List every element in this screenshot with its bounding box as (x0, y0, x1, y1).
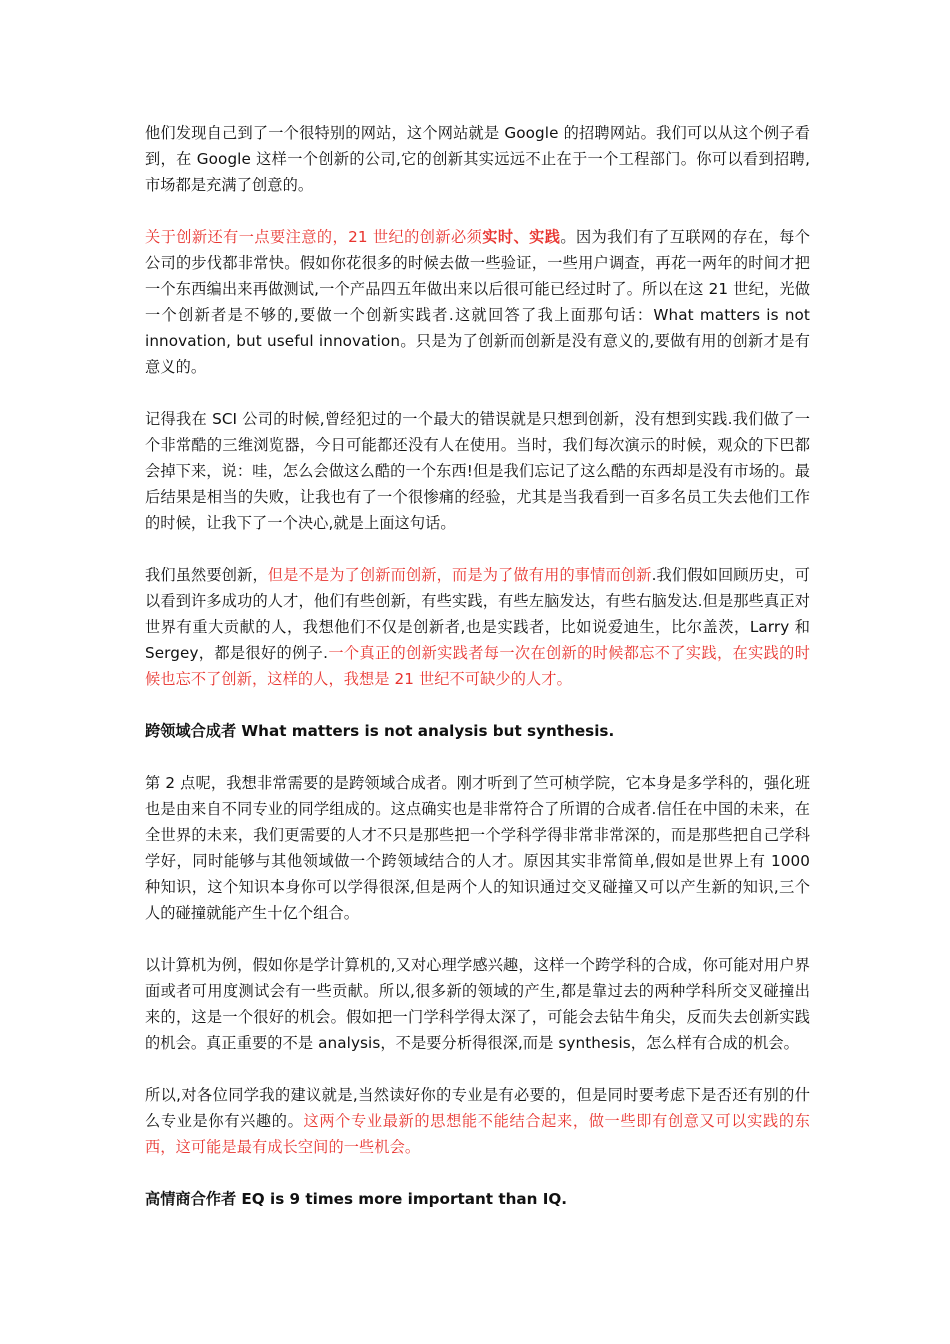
paragraph-realtime-practice (145, 224, 810, 380)
highlight-text: 但是不是为了创新而创新，而是为了做有用的事情而创新 (267, 566, 652, 584)
paragraph-useful-innovation (145, 562, 810, 692)
paragraph-text: 我们虽然要创新， (145, 566, 268, 584)
document-page (145, 120, 810, 1238)
paragraph-text: 所以,对各位同学我的建议就是,当然读好你的专业是有必要的，但是同时要考虑下是否还有别的什么专业是你有兴趣的。 (145, 1086, 810, 1130)
highlight-bold-text: 实时、实践 (482, 228, 561, 246)
highlight-text: 关于创新还有一点要注意的，21 世纪的创新必须 (145, 228, 483, 246)
paragraph-text: 以计算机为例，假如你是学计算机的,又对心理学感兴趣，这样一个跨学科的合成，你可能对用户界面或者可用度测试会有一些贡献。所以,很多新的领域的产生,都是靠过去的两种学科所交叉碰撞出来的，这是一个很好的机会。假如把一门学科学得太深了，可能会去钻牛角尖，反而失去创新实践的机会。真正重要的不是 analysis，不是要分析得很深,而是 synthesis，怎么样有合成的机会。 (145, 956, 810, 1052)
paragraph-text: 记得我在 SCI 公司的时候,曾经犯过的一个最大的错误就是只想到创新，没有想到实践.我们做了一个非常酷的三维浏览器，今日可能都还没有人在使用。当时，我们每次演示的时候，观众的下巴都会掉下来，说：哇，怎么会做这么酷的一个东西!但是我们忘记了这么酷的东西却是没有市场的。最后结果是相当的失败，让我也有了一个很惨痛的经验，尤其是当我看到一百多名员工失去他们工作的时候，让我下了一个决心,就是上面这句话。 (145, 410, 810, 532)
paragraph-text: .我们假如回顾历史，可以看到许多成功的人才，他们有些创新，有些实践，有些左脑发达，有些右脑发达.但是那些真正对世界有重大贡献的人，我想他们不仅是创新者,也是实践者，比如说爱迪生，比尔盖茨，Larry 和 Sergey，都是很好的例子. (145, 566, 810, 662)
section-heading-eq: 高情商合作者 EQ is 9 times more important than IQ. (145, 1190, 568, 1208)
paragraph-text: 他们发现自己到了一个很特别的网站，这个网站就是 Google 的招聘网站。我们可以从这个例子看到，在 Google 这样一个创新的公司,它的创新其实远远不止在于一个工程部门。你可以看到招聘,市场都是充满了创意的。 (145, 124, 810, 194)
paragraph-sci-experience (145, 406, 810, 536)
highlight-text: 一个真正的创新实践者每一次在创新的时候都忘不了实践，在实践的时候也忘不了创新，这样的人，我想是 21 世纪不可缺少的人才。 (145, 644, 810, 688)
paragraph-text: 。因为我们有了互联网的存在，每个公司的步伐都非常快。假如你花很多的时候去做一些验证，一些用户调查，再花一两年的时间才把一个东西编出来再做测试,一个产品四五年做出来以后很可能已经过时了。所以在这 21 世纪，光做一个创新者是不够的,要做一个创新实践者.这就回答了我上面那句话：What matters is not innovation, but useful innovation。只是为了创新而创新是没有意义的,要做有用的创新才是有意义的。 (145, 228, 811, 376)
highlight-text: 这两个专业最新的思想能不能结合起来，做一些即有创意又可以实践的东西，这可能是最有成长空间的一些机会。 (145, 1112, 810, 1156)
paragraph-cross-domain (145, 770, 810, 926)
paragraph-google-recruiting (145, 120, 810, 198)
section-heading-synthesis: 跨领域合成者 What matters is not analysis but synthesis. (145, 722, 615, 740)
paragraph-text: 第 2 点呢，我想非常需要的是跨领域合成者。刚才听到了竺可桢学院，它本身是多学科的，强化班也是由来自不同专业的同学组成的。这点确实也是非常符合了所谓的合成者.信任在中国的未来，在全世界的未来，我们更需要的人才不只是那些把一个学科学得非常非常深的，而是那些把自己学科学好，同时能够与其他领域做一个跨领域结合的人才。原因其实非常简单,假如是世界上有 1000 种知识，这个知识本身你可以学得很深,但是两个人的知识通过交叉碰撞又可以产生新的知识,三个人的碰撞就能产生十亿个组合。 (145, 774, 810, 922)
paragraph-advice (145, 1082, 810, 1160)
paragraph-computer-example (145, 952, 810, 1056)
